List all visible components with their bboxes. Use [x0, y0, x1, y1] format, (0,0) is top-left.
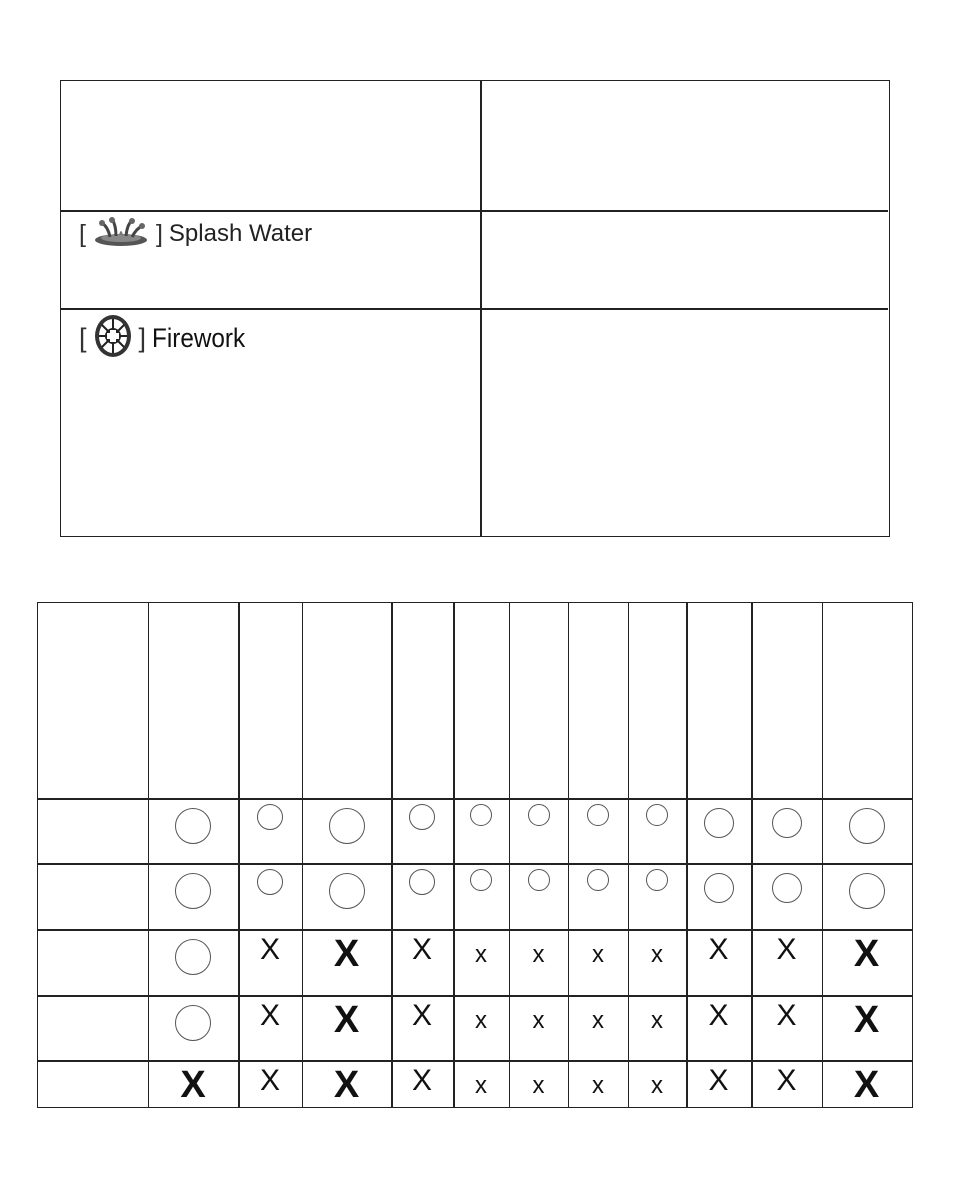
grid-column-divider	[453, 603, 455, 1107]
x-mark: X	[411, 999, 432, 1032]
x-mark: X	[411, 933, 432, 966]
circle-mark	[849, 808, 885, 844]
circle-mark	[175, 939, 211, 975]
x-mark: X	[259, 1064, 280, 1097]
grid-column-divider	[568, 603, 569, 1107]
splash-water-text: Splash Water	[168, 220, 313, 247]
x-mark: X	[333, 1064, 360, 1106]
grid-column-divider	[628, 603, 629, 1107]
circle-mark	[587, 804, 609, 826]
grid-row-divider	[38, 798, 912, 800]
x-mark: X	[333, 933, 360, 975]
x-mark: x	[475, 1007, 487, 1034]
x-mark: x	[592, 1007, 604, 1034]
circle-mark	[409, 804, 435, 830]
bracket-open: [	[79, 219, 86, 248]
bracket-close: ]	[155, 219, 163, 248]
row-divider	[61, 210, 888, 212]
circle-mark	[409, 869, 435, 895]
x-mark: X	[776, 933, 797, 966]
circle-mark	[528, 804, 550, 826]
circle-mark	[470, 804, 492, 826]
bracket-open: [	[79, 322, 87, 353]
grid-row-divider	[38, 1060, 912, 1062]
x-mark: X	[708, 999, 729, 1032]
compatibility-grid	[37, 602, 913, 1108]
x-mark: X	[853, 1064, 880, 1106]
x-mark: X	[411, 1064, 432, 1097]
x-mark: X	[776, 1064, 797, 1097]
circle-mark	[587, 869, 609, 891]
circle-mark	[646, 804, 668, 826]
x-mark: x	[592, 941, 604, 968]
grid-column-divider	[751, 603, 753, 1107]
firework-label	[79, 313, 256, 363]
grid-row-divider	[38, 995, 912, 997]
circle-mark	[175, 1005, 211, 1041]
circle-mark	[528, 869, 550, 891]
grid-row-divider	[38, 863, 912, 865]
x-mark: X	[853, 999, 880, 1041]
circle-mark	[257, 804, 283, 830]
x-mark: x	[651, 1072, 663, 1099]
row-divider	[61, 308, 888, 310]
grid-column-divider	[822, 603, 823, 1107]
x-mark: X	[259, 999, 280, 1032]
x-mark: X	[853, 933, 880, 975]
circle-mark	[704, 808, 734, 838]
x-mark: x	[651, 941, 663, 968]
effects-table	[60, 80, 890, 537]
grid-column-divider	[509, 603, 510, 1107]
x-mark: X	[776, 999, 797, 1032]
grid-row-divider	[38, 929, 912, 931]
x-mark: X	[180, 1064, 206, 1106]
circle-mark	[257, 869, 283, 895]
x-mark: x	[651, 1007, 663, 1034]
splash-water-label	[79, 217, 312, 251]
x-mark: x	[475, 1072, 487, 1099]
x-mark: x	[475, 941, 487, 968]
circle-mark	[704, 873, 734, 903]
x-mark: X	[708, 1064, 729, 1097]
x-mark: x	[532, 1007, 545, 1034]
circle-mark	[646, 869, 668, 891]
firework-text: Firework	[152, 322, 246, 353]
x-mark: X	[333, 999, 360, 1041]
circle-mark	[329, 808, 365, 844]
circle-mark	[849, 873, 885, 909]
x-mark: x	[592, 1072, 604, 1099]
x-mark: X	[708, 933, 729, 966]
grid-column-divider	[302, 603, 303, 1107]
circle-mark	[772, 873, 802, 903]
bracket-close: ]	[138, 322, 147, 353]
grid-column-divider	[148, 603, 149, 1107]
x-mark: x	[532, 941, 545, 968]
grid-column-divider	[686, 603, 688, 1107]
splash-water-icon	[92, 217, 150, 252]
circle-mark	[175, 873, 211, 909]
circle-mark	[175, 808, 211, 844]
x-mark: X	[259, 933, 280, 966]
grid-column-divider	[238, 603, 240, 1107]
circle-mark	[329, 873, 365, 909]
circle-mark	[470, 869, 492, 891]
x-mark: x	[532, 1072, 545, 1099]
firework-icon	[93, 313, 133, 364]
grid-column-divider	[391, 603, 393, 1107]
circle-mark	[772, 808, 802, 838]
